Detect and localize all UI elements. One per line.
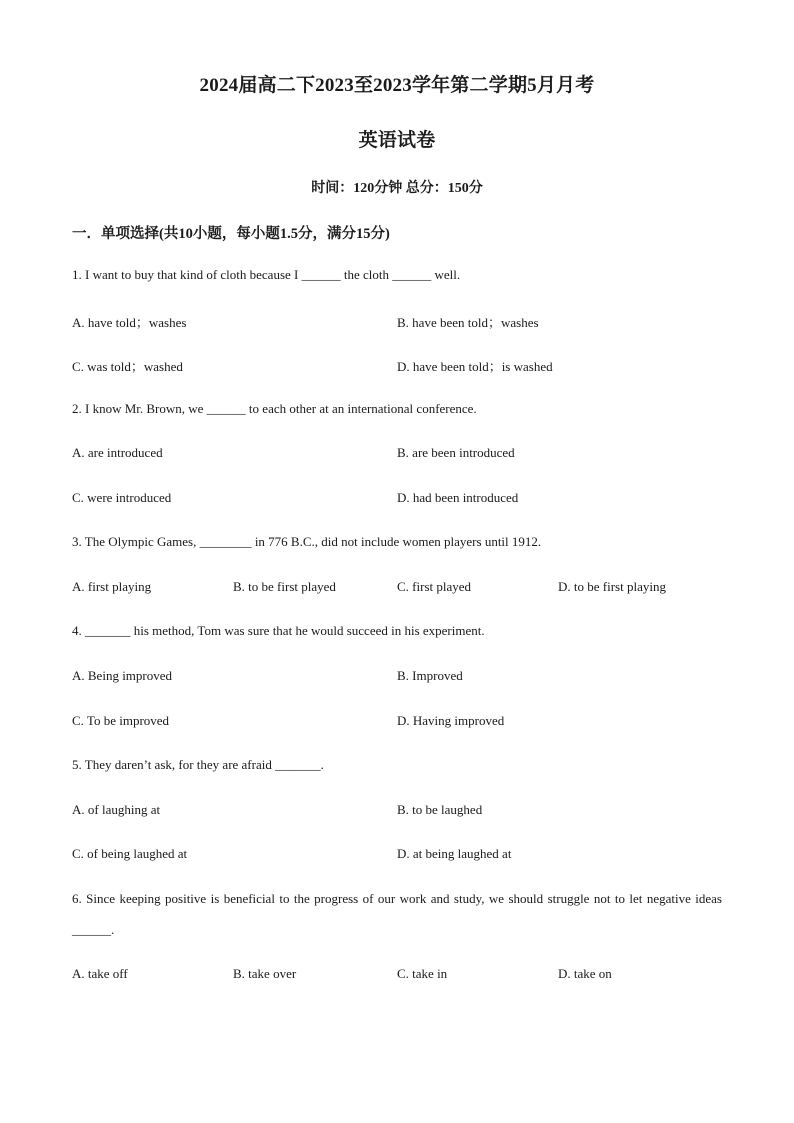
question-5-option-c[interactable]: C. of being laughed at [72,846,188,861]
question-4-option-a[interactable]: A. Being improved [72,668,173,683]
question-3-option-b[interactable]: B. to be first played [233,579,336,594]
question-3-option-a[interactable]: A. first playing [72,579,152,594]
question-5-stem: 5. They daren’t ask, for they are afraid _______. [72,757,324,772]
exam-subtitle: 英语试卷 [358,130,436,151]
question-1-option-b[interactable]: B. have been told；washes [397,315,539,330]
question-5-option-d[interactable]: D. at being laughed at [397,846,512,861]
exam-title: 2024届高二下2023至2023学年第二学期5月月考 [199,75,595,96]
question-4-option-c[interactable]: C. To be improved [72,713,170,728]
question-1-option-d[interactable]: D. have been told；is washed [397,359,553,374]
question-6-option-a[interactable]: A. take off [72,966,128,981]
section-heading: 一．单项选择(共10小题，每小题1.5分，满分15分) [72,226,390,242]
question-4-option-d[interactable]: D. Having improved [397,713,505,728]
question-6-stem: 6. Since keeping positive is beneficial to the progress of our work and study, we should struggle not to let negative ideas ______. [72,891,722,937]
question-1-stem: 1. I want to buy that kind of cloth because I ______ the cloth ______ well. [72,267,461,282]
question-2-option-a[interactable]: A. are introduced [72,445,163,460]
question-6-option-b[interactable]: B. take over [233,966,297,981]
question-1-option-a[interactable]: A. have told；washes [72,315,187,330]
question-4-option-b[interactable]: B. Improved [397,668,463,683]
question-6-option-d[interactable]: D. take on [558,966,612,981]
question-1-option-c[interactable]: C. was told；washed [72,359,183,374]
question-2-option-c[interactable]: C. were introduced [72,490,172,505]
question-4-stem: 4. _______ his method, Tom was sure that he would succeed in his experiment. [72,623,485,638]
exam-meta: 时间：120分钟 总分：150分 [311,181,483,196]
question-5-option-b[interactable]: B. to be laughed [397,802,483,817]
question-2-option-b[interactable]: B. are been introduced [397,445,515,460]
question-3-option-c[interactable]: C. first played [397,579,472,594]
question-2-option-d[interactable]: D. had been introduced [397,490,519,505]
question-6-option-c[interactable]: C. take in [397,966,448,981]
question-2-stem: 2. I know Mr. Brown, we ______ to each other at an international conference. [72,401,477,416]
question-3-stem: 3. The Olympic Games, ________ in 776 B.C., did not include women players until 1912. [72,534,542,549]
question-5-option-a[interactable]: A. of laughing at [72,802,161,817]
question-3-option-d[interactable]: D. to be first playing [558,579,666,594]
